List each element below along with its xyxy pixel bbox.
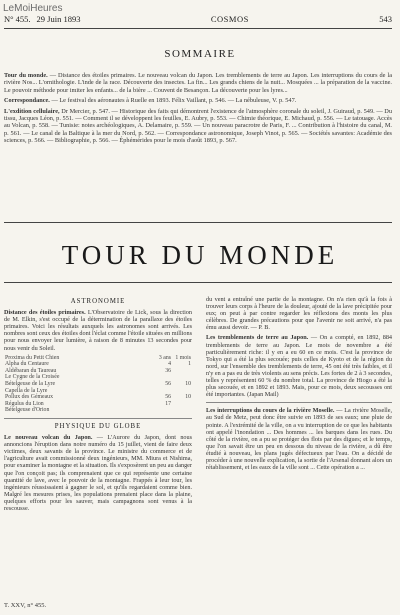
- heading-physique: PHYSIQUE DU GLOBE: [54, 423, 142, 430]
- sommaire-title: SOMMAIRE: [164, 48, 236, 60]
- article-moselle: Les interruptions du cours de la rivière Moselle. — La rivière Moselle, au Sud de Metz, peut donc être suivie en 1893 de ses eaux; une pluie de pointe. A l'extrémité de la ville, on a vu interruption de ce que les habitants ont appelé l'inondation ... Des hommes ... les barques dans les rues. Du côté de la rivière, on a pu se protéger des flots par des digues; et le temps, que l'on savait être un peu en dessous du niveau de la rivière, a dû être étudié à nouveau, les plans jugés défectueux par l'eau. On a décidé de procéder à une nouvelle explication, la sortie de l'Arsenal donnant alors un rétablissement, et les eaux de la ville sont ... Cette opération a ...: [206, 407, 392, 472]
- table-row: Alpha du Centaure 4 1: [5, 361, 191, 368]
- heading-astronomie: ASTRONOMIE: [70, 298, 126, 305]
- sommaire-paragraph: Correspondance. — Le festival des aéronautes à Ruelle en 1893. Félix Vaillant, p. 546. — La nébuleuse, V. p. 547.: [4, 97, 297, 105]
- page-header: [4, 13, 392, 25]
- sommaire-paragraph: Tour du monde. — Distance des étoiles primaires. Le nouveau volcan du Japon. Les tremblements de terre au Japon. Les interruptions du cours de la rivière Nos... L'ornithologie. L'inde de la race. Découverte des insectes. La fin... Les grands chiens de la nuit... Mosquées ... la préparation de la vaccine. Le pouvoir méthode pour imiter les enfants... de la bière ... Couvent de Besançon. La découverte pour les lyres...: [4, 72, 393, 94]
- article-distance-etoiles: Distance des étoiles primaires. L'Observatoire de Lick, sous la direction de M. Elkin, s'est occupé de la détermination de la parallaxe des étoiles primaires. Voici les résultats auxquels les astronomes sont arrivés. Les nombres sont ceux des étoiles dont l'éclat comme l'étoile situées en millions pour nous envoyer leur lumière, à raison de 8 minutes 13 secondes pour nous venir du Soleil.: [4, 309, 192, 352]
- sommaire-paragraph: L'exdition cellulaire, Dr Mercier, p. 547. — Historique des faits qui démontrent l'existence de l'atmosphère coronale du soleil, J. Guiraud, p. 549. — Du tissu, Jacques Léon, p. 551. — Comment il se développent les feuilles, E. Aubry, p. 553. — Chimie théorique, E. Michaud, p. 556. — Le tatouage. Accès au Volcan, p. 558. — Tunisie: notes archéologiques, A. Delamaire, p. 559. — Un nouveau paracrotre de Paris, F. ... Contribution à l'histoire du canal, M. p. 561. — Le canal de la Baltique à la mer du Nord, p. 562. — Correspondance astronomique, Joseph Vinot, p. 565. — Sociétés savantes: Académie des sciences, p. 566. — Bibliographie, p. 566. — Éphémérides pour le mois d'août 1893, p. 567.: [4, 107, 392, 145]
- table-row: Bételgeuse de la Lyre 56 10: [5, 381, 191, 388]
- watermark: LeMoiHeures: [3, 3, 63, 14]
- table-row: Aldébaran du Taureau 36: [5, 367, 171, 374]
- issue-info: [4, 14, 80, 24]
- left-column: [4, 296, 192, 515]
- article-tremblements: Les tremblements de terre au Japon. — On a compté, en 1892, 884 tremblements de terre au Japon. Le mois de novembre a été particulièrement riche: il y en a eu 60 en ce mois. C'est la province de Tokyo qui a été la plus secouée; puis celles de Kyoto et de la région du nord, sur l'ensemble des tremblements de terre, 45 ont été très faibles, et il n'y en a pas eu de très violents au sens précis. Les fortes de 2 à 3 secondes, telles y représentent 60 % du nombre total. La province de Hiogo a été la plus secouée, et en 1892 et 1893. Mais, pour ce mois, deux secousses ont été importantes. (Japan Mail): [206, 334, 393, 399]
- page-number: 543: [379, 14, 392, 24]
- header-rule: [4, 28, 392, 29]
- column-separator: [206, 402, 392, 403]
- issue-number: N° 455.: [4, 14, 31, 24]
- table-row: Proxima du Petit Chien 3 ans 1 mois: [5, 354, 191, 361]
- article-continuation: du vent a entraîné une partie de la montagne. On n'a rien qu'à la fois à trouver leurs corps à l'heure de la douleur, ajouté de la lave précipitée pour eux; on peut à par contre regarder les réflexions des monts les plus célèbres. De grandes précautions pour que l'avenir ne soit arrivé, n'a pas ému aussi devoir. — P. B.: [206, 296, 392, 332]
- article-volcan-japon: Le nouveau volcan du Japon. — L'Aurore du Japon, dont nous annoncions l'éruption dans notre numéro du 15 juillet, vient de faire deux victimes, deux savants de la province. Le ministre du commerce et de l'agriculture avait commissionné deux ingénieurs, MM. Miura et Nishima, pour examiner la montagne et la situation. Ils s'exposèrent un peu au danger que l'on conçoit pas; ils comprenaient que ce qui représente une certaine quantité de lave, avec le pouvoir de la montagne. Frappés à leur tour, les ingénieurs réussissaient à gagner le sol, et qu'ils regardaient comme bien. Malgré les mesures prises, les populations prenaient place dans la plaine, quelques efforts pour les sauver, mais campagnons sont venus à la rescousse.: [4, 434, 193, 513]
- column-separator: [4, 418, 192, 419]
- issue-date: 29 Juin 1893: [36, 14, 81, 24]
- page-footer: T. XXV, n° 455.: [4, 602, 47, 609]
- table-row: Régulus du Lion 17: [5, 400, 171, 407]
- sommaire-body: [4, 72, 392, 148]
- star-distance-table: [4, 355, 192, 414]
- magazine-name: COSMOS: [210, 14, 249, 24]
- section-rule-bottom: [4, 282, 392, 283]
- table-row: Bételgeuse d'Orion: [5, 407, 50, 414]
- table-row: Le Cygne de la Croisée: [5, 374, 60, 381]
- table-row: Pollux des Gémeaux 56 10: [5, 394, 191, 401]
- table-row: Capella de la Lyre: [5, 387, 48, 394]
- right-column: [206, 296, 392, 474]
- section-rule-top: [4, 222, 392, 223]
- section-title: TOUR DU MONDE: [61, 240, 339, 270]
